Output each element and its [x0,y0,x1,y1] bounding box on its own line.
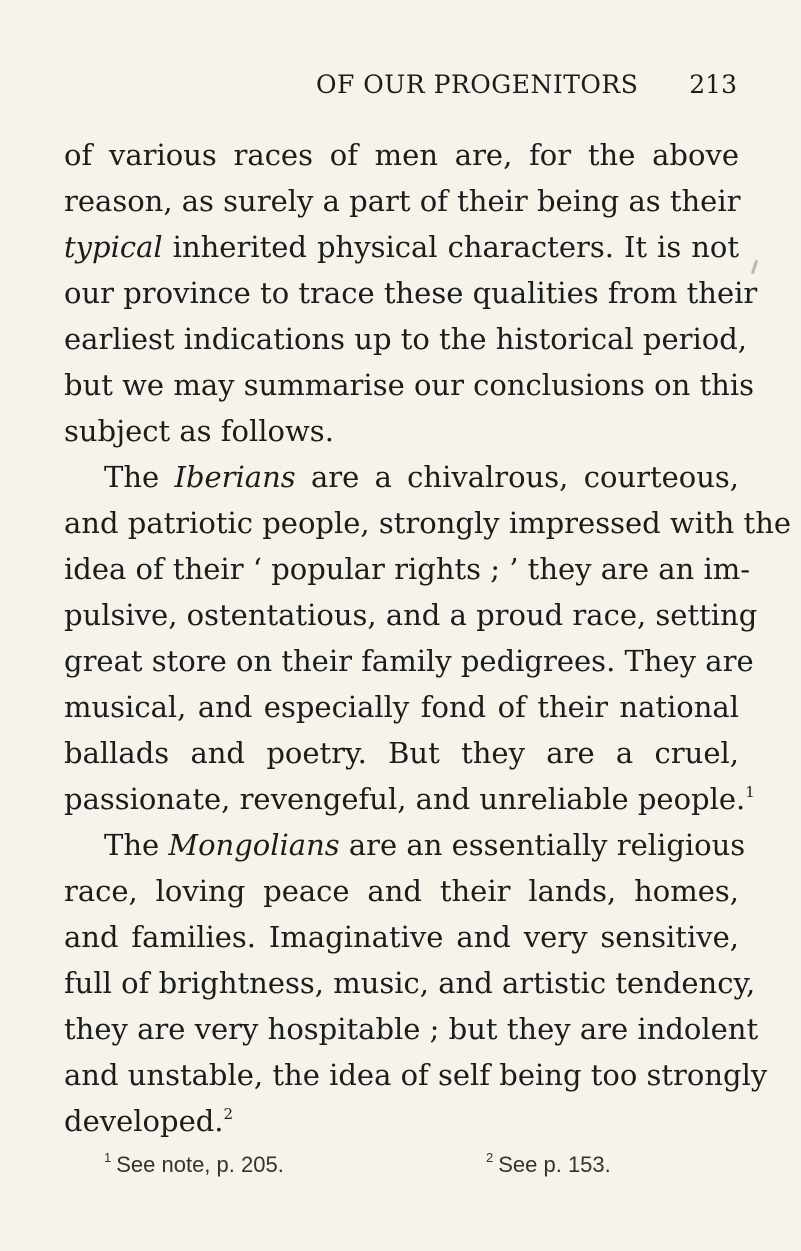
text-line: and patriotic people, strongly impressed with the [64,506,792,540]
text-line: but we may summarise our conclusions on this [64,368,754,402]
text-line: passionate, revengeful, and unreliable people.$^1$ [64,782,755,816]
text-line: reason, as surely a part of their being as their [64,184,741,218]
page-number: 213 [689,70,737,99]
text-line: typical inherited physical characters. It is not [64,230,739,264]
text-line: idea of their ‘ popular rights ; ’ they are an im- [64,552,751,586]
footnote-ref: 1 [745,783,755,801]
italic-term: typical [64,230,163,264]
italic-term: Mongolians [168,828,340,862]
footnotes [64,1152,739,1182]
running-title: OF OUR PROGENITORS [316,70,639,99]
text-line: great store on their family pedigrees. They are [64,644,754,678]
text-line: they are very hospitable ; but they are indolent [64,1012,759,1046]
text-line: ballads and poetry. But they are a cruel, [64,736,739,770]
print-blemish [751,260,758,274]
text-line: our province to trace these qualities from their [64,276,758,310]
footnote-ref: 2 [223,1105,234,1123]
italic-term: Iberians [174,460,296,494]
footnote-mark: 1 [104,1150,112,1165]
running-head [64,70,739,106]
text-line: subject as follows. [64,414,334,448]
text-line: and families. Imaginative and very sensitive, [64,920,739,954]
footnote-2: $^2$ See p. 153. [486,1150,611,1177]
footnote-mark: 2 [486,1150,494,1165]
text-line: musical, and especially fond of their national [64,690,739,724]
text-line: developed.$^2$ [64,1104,234,1138]
text-line: race, loving peace and their lands, homes, [64,874,739,908]
paragraph-start: The Iberians are a chivalrous, courteous, [104,460,739,494]
footnote-1: $^1$ See note, p. 205. [104,1150,284,1177]
text-line: and unstable, the idea of self being too strongly [64,1058,768,1092]
text-line: of various races of men are, for the above [64,138,739,172]
text-line: full of brightness, music, and artistic tendency, [64,966,756,1000]
text-line: earliest indications up to the historical period, [64,322,747,356]
paragraph-start: The Mongolians are an essentially religious [104,828,746,862]
text-line: pulsive, ostentatious, and a proud race, setting [64,598,758,632]
